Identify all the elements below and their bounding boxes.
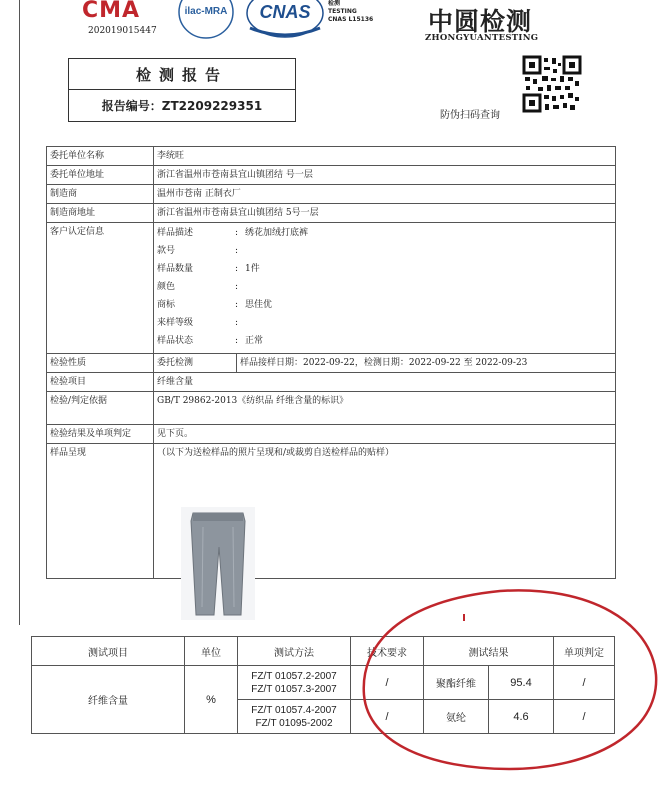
manufacturer-address-label: 制造商地址 xyxy=(47,204,154,223)
fiber-name: 聚酯纤维 xyxy=(424,666,489,700)
col-judgement: 单项判定 xyxy=(554,637,615,666)
table-row xyxy=(47,392,616,425)
judgement-value: / xyxy=(554,700,615,734)
table-row xyxy=(47,147,616,166)
table-row xyxy=(47,185,616,204)
table-row xyxy=(47,444,616,579)
manufacturer-label: 制造商 xyxy=(47,185,154,204)
report-heading: 检测报告 xyxy=(69,59,295,90)
customer-info-label: 客户认定信息 xyxy=(47,223,154,354)
judgement-value: / xyxy=(554,666,615,700)
client-name-label: 委托单位名称 xyxy=(47,147,154,166)
table-row xyxy=(47,373,616,392)
unit-value: % xyxy=(185,666,238,734)
svg-text:ilac-MRA: ilac-MRA xyxy=(184,6,228,17)
qr-code-icon[interactable] xyxy=(522,55,582,113)
inspection-item-value: 纤维含量 xyxy=(154,373,616,392)
report-number: 报告编号：ZT2209229351 xyxy=(101,99,263,113)
cnas-side-text: 检测 TESTING CNAS L15136 xyxy=(328,0,374,23)
fiber-value: 4.6 xyxy=(489,700,554,734)
customer-info-value xyxy=(154,223,616,354)
sample-pants-image xyxy=(181,507,255,620)
result-label: 检验结果及单项判定 xyxy=(47,425,154,444)
col-test-method: 测试方法 xyxy=(238,637,351,666)
cma-number: 202019015447 xyxy=(88,26,157,36)
cnas-logo xyxy=(245,0,325,40)
table-row xyxy=(47,354,616,373)
requirement-value: / xyxy=(351,700,424,734)
col-unit: 单位 xyxy=(185,637,238,666)
inspection-dates: 样品接样日期：2022-09-22，检测日期：2022-09-22 至 2022-09-23 xyxy=(237,354,616,373)
table-row xyxy=(47,223,616,354)
method-cell-2: FZ/T 01057.4-2007 FZ/T 01095-2002 xyxy=(238,700,351,734)
qr-caption: 防伪扫码查询 xyxy=(440,110,500,121)
ilac-mra-logo xyxy=(176,0,236,40)
fiber-value: 95.4 xyxy=(489,666,554,700)
inspection-basis-label: 检验/判定依据 xyxy=(47,392,154,425)
report-info-table xyxy=(46,146,616,579)
manufacturer-value: 温州市苍南 正制衣厂 xyxy=(154,185,616,204)
page-edge-rule xyxy=(19,0,20,625)
inspection-item-label: 检验项目 xyxy=(47,373,154,392)
client-address-value: 浙江省温州市苍南县宜山镇团结 号一层 xyxy=(154,166,616,185)
manufacturer-address-value: 浙江省温州市苍南县宜山镇团结 5号一层 xyxy=(154,204,616,223)
result-value: 见下页。 xyxy=(154,425,616,444)
cma-logo: CMA xyxy=(82,0,141,22)
col-test-item: 测试项目 xyxy=(32,637,185,666)
inspection-nature-value: 委托检测 xyxy=(154,354,237,373)
fiber-name: 氨纶 xyxy=(424,700,489,734)
sample-photo-note: （以下为送检样品的照片呈现和/或裁剪自送检样品的贴样） xyxy=(154,444,616,579)
inspection-basis-value: GB/T 29862-2013《纺织品 纤维含量的标识》 xyxy=(154,392,616,425)
requirement-value: / xyxy=(351,666,424,700)
client-name-value: 李统旺 xyxy=(154,147,616,166)
sample-photo-label: 样品呈现 xyxy=(47,444,154,579)
inspection-nature-label: 检验性质 xyxy=(47,354,154,373)
report-title-box xyxy=(68,58,296,122)
client-address-label: 委托单位地址 xyxy=(47,166,154,185)
brand-subtitle: ZHONGYUANTESTING xyxy=(425,33,539,43)
table-row xyxy=(47,204,616,223)
svg-text:CNAS: CNAS xyxy=(259,2,311,22)
method-cell-1: FZ/T 01057.2-2007 FZ/T 01057.3-2007 xyxy=(238,666,351,700)
test-item-value: 纤维含量 xyxy=(32,666,185,734)
brand-name: 中圆检测 xyxy=(428,7,533,36)
table-row xyxy=(47,166,616,185)
table-row xyxy=(47,425,616,444)
col-test-result: 测试结果 xyxy=(424,637,554,666)
customer-info-list: 样品描述 : 绣花加绒打底裤 款号 : 样品数量 : 1件 颜色 : 商标 : 思佳优 来样等级 : 样品状态 : 正常 xyxy=(157,228,309,346)
col-requirement: 技术要求 xyxy=(351,637,424,666)
annotation-ellipse xyxy=(360,583,660,773)
